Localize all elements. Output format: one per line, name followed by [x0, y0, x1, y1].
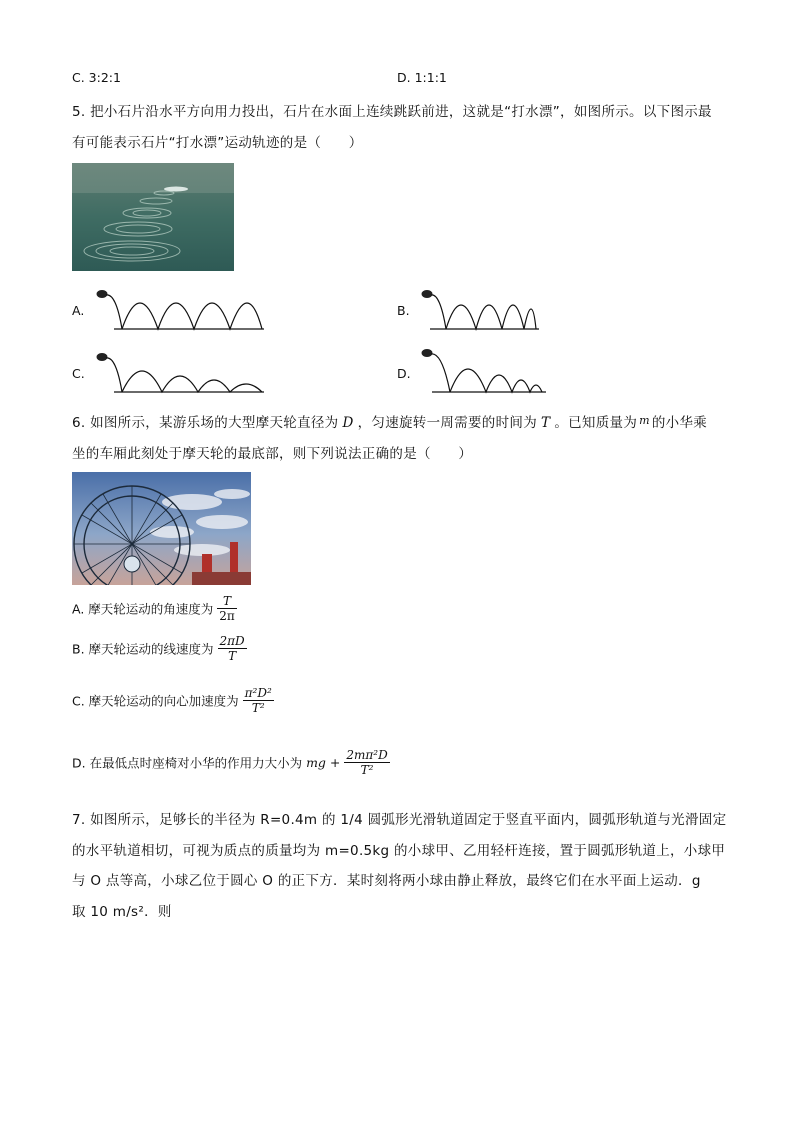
q6-var-mass: m — [639, 414, 650, 427]
q6-option-b-denominator: T — [228, 649, 237, 663]
q6-option-a-denominator: 2π — [219, 609, 235, 623]
q6-option-d-text: D. 在最低点时座椅对小华的作用力大小为 — [72, 755, 303, 771]
q6-option-d-denominator: T² — [360, 763, 374, 777]
q5-option-b-label: B. — [397, 303, 410, 318]
q7-stem-line1: 7. 如图所示，足够长的半径为 R=0.4m 的 1/4 圆弧形光滑轨道固定于竖直平面内，圆弧形轨道与光滑固定 — [72, 812, 727, 828]
q6-option-b — [72, 634, 247, 663]
q6-var-diameter: D — [342, 415, 354, 431]
q6-option-c — [72, 686, 274, 715]
q6-var-period: T — [541, 415, 551, 431]
q6-stem-part1: 6. 如图所示，某游乐场的大型摩天轮直径为 — [72, 415, 339, 431]
q5-option-d-label: D. — [397, 366, 411, 381]
q6-stem-part4: 的小华乘 — [651, 415, 708, 431]
q7-stem-line2: 的水平轨道相切，可视为质点的质量均为 m=0.5kg 的小球甲、乙用轻杆连接，置于圆弧形轨道上，小球甲 — [72, 843, 726, 859]
q6-option-a — [72, 594, 237, 623]
q6-stem-line1 — [72, 411, 707, 431]
q6-option-d-numerator: 2mπ²D — [346, 748, 388, 762]
q5-option-a-label: A. — [72, 303, 85, 318]
q6-option-d-prefix: mg + — [306, 755, 341, 770]
q5-stem-line1: 5. 把小石片沿水平方向用力投出，石片在水面上连续跳跃前进，这就是“打水漂”，如图所示。以下图示最 — [72, 104, 712, 120]
q6-stem-part2: ，匀速旋转一周需要的时间为 — [357, 415, 538, 431]
q6-option-c-numerator: π²D² — [244, 686, 272, 700]
stone-skipping-photo — [72, 163, 234, 271]
ferris-wheel-photo — [72, 472, 251, 585]
q5-option-c-trajectory — [90, 348, 270, 398]
q6-option-a-fraction — [217, 594, 237, 623]
q6-option-a-text: A. 摩天轮运动的角速度为 — [72, 601, 214, 617]
q5-option-a-trajectory — [90, 285, 270, 335]
q5-option-c-label: C. — [72, 366, 85, 381]
q7-stem-line4: 取 10 m/s²．则 — [72, 904, 172, 920]
q5-option-b-trajectory — [416, 285, 546, 335]
q5-option-d-trajectory — [416, 342, 556, 398]
q6-option-b-text: B. 摩天轮运动的线速度为 — [72, 641, 214, 657]
q4-option-d: D. 1:1:1 — [397, 70, 447, 85]
q6-option-c-text: C. 摩天轮运动的向心加速度为 — [72, 693, 239, 709]
q6-option-c-fraction — [243, 686, 274, 715]
q6-stem-part3: 。已知质量为 — [554, 415, 638, 431]
q6-option-b-numerator: 2πD — [219, 634, 245, 648]
q6-option-b-fraction — [218, 634, 247, 663]
q6-option-a-numerator: T — [217, 594, 237, 609]
q7-stem-line3: 与 O 点等高，小球乙位于圆心 O 的正下方．某时刻将两小球由静止释放，最终它们在水平面上运动．g — [72, 873, 701, 889]
q6-option-d — [72, 748, 390, 777]
q5-stem-line2: 有可能表示石片“打水漂”运动轨迹的是（ ） — [72, 135, 363, 151]
q6-option-d-fraction — [344, 748, 389, 777]
q6-stem-line2: 坐的车厢此刻处于摩天轮的最底部，则下列说法正确的是（ ） — [72, 446, 473, 462]
q4-option-c: C. 3:2:1 — [72, 70, 121, 85]
q6-option-c-denominator: T² — [251, 701, 265, 715]
